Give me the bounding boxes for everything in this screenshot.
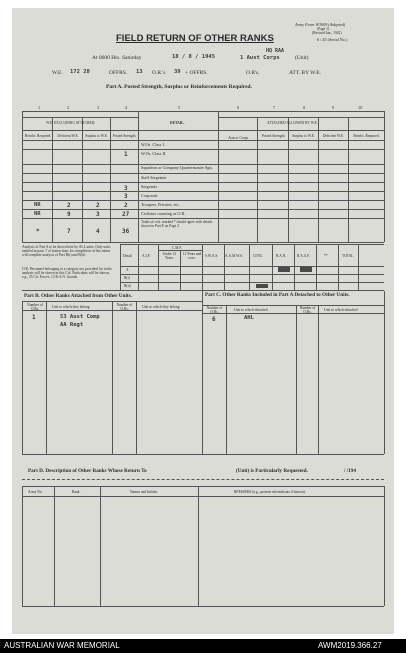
part-a-title: Part A. Posted Strength, Surplus or Reinforcements Required. bbox=[106, 84, 252, 90]
detail-row-label: Staff Sergeants bbox=[141, 175, 167, 180]
analysis-header: CIVIL bbox=[253, 254, 263, 258]
cell-entry: 3 bbox=[96, 211, 100, 218]
footer-right: AWM2019.366.27 bbox=[318, 641, 382, 650]
col-number: 10 bbox=[358, 105, 363, 110]
part-b-col-header: Number of O.Rs. bbox=[27, 303, 43, 311]
col-number: 4 bbox=[125, 105, 128, 110]
we-entry: 172 28 bbox=[70, 69, 90, 75]
at-line-label: At 0600 Hrs. Saturday bbox=[92, 55, 142, 61]
analysis-header: ** bbox=[324, 254, 328, 258]
unit-label: (Unit) bbox=[295, 55, 309, 61]
cell-entry: 2 bbox=[67, 202, 71, 209]
part-c-col-header: Number of O.Rs. bbox=[206, 306, 223, 314]
footer-left: AUSTRALIAN WAR MEMORIAL bbox=[4, 641, 120, 650]
right-col-header: Posted Strength. bbox=[261, 134, 286, 138]
part-d-col-header: REMARKS (e.g., present whereabouts if known). bbox=[234, 490, 306, 494]
analysis-row-label: B(ii) bbox=[124, 284, 131, 288]
cell-entry: NR bbox=[34, 202, 41, 208]
col-number: 5 bbox=[178, 105, 181, 110]
left-col-header: Surplus to W.E. bbox=[85, 134, 108, 138]
analysis-note: Analysis of Part A to be shown here by ALL units. Only units entitled in para. 7 of instructions for completion of this return will complete analysis of Part B(i) and B(ii). bbox=[22, 245, 111, 257]
part-d-date: / /194 bbox=[344, 468, 356, 474]
form-title: FIELD RETURN OF OTHER RANKS bbox=[116, 33, 274, 44]
col-number: 1 bbox=[38, 105, 41, 110]
analysis-header: A.I.F. bbox=[142, 254, 151, 258]
part-b-title: Part B. Other Ranks Attached from Other Units. bbox=[24, 293, 132, 299]
part-b-col-header: Unit to which they belong bbox=[52, 305, 90, 309]
right-col-header: Reinfts. Required. bbox=[353, 134, 380, 138]
cell-entry: 27 bbox=[122, 211, 130, 218]
redaction-mark bbox=[278, 267, 290, 272]
cell-entry: * bbox=[36, 228, 40, 235]
offrs-label: OFFRS. bbox=[109, 70, 128, 76]
part-c-entry-unit: AHL bbox=[244, 315, 254, 321]
part-c-entry-number: 6 bbox=[212, 316, 216, 323]
cell-entry: 7 bbox=[67, 228, 71, 235]
detail-row-label: W.Os. Class I. bbox=[141, 142, 165, 147]
cell-entry: NR bbox=[34, 211, 41, 217]
date-entry: 18 / 8 / 1945 bbox=[172, 54, 216, 60]
part-d-title-2: (Unit) is Particularly Requested. bbox=[236, 468, 308, 474]
unit-entry: 1 Aust Corps bbox=[240, 55, 280, 61]
col-number: 8 bbox=[303, 105, 306, 110]
cell-entry: 1 bbox=[124, 151, 128, 158]
analysis-header: A.A.M.W.S. bbox=[225, 254, 243, 258]
part-b-col-header: Number of O.Rs. bbox=[116, 303, 133, 311]
part-c-col-header: Number of O.Rs. bbox=[299, 306, 316, 314]
cell-entry: 3 bbox=[124, 185, 128, 192]
cell-entry: 36 bbox=[122, 228, 130, 235]
ors-label: O.R.'s bbox=[152, 70, 166, 76]
att-label: ATT. BY W.E. bbox=[289, 70, 321, 76]
archive-footer bbox=[0, 639, 406, 653]
offrs-entry: 13 bbox=[136, 69, 143, 75]
detail-row-label: Sergeants bbox=[141, 184, 158, 189]
part-d-col-header: Names and Initials. bbox=[130, 490, 158, 494]
col-number: 3 bbox=[97, 105, 100, 110]
detail-row-label: Troopers, Privates, etc. bbox=[141, 202, 180, 207]
cell-entry: 4 bbox=[96, 228, 100, 235]
detail-row-label: Civilians counting as O.R. bbox=[141, 211, 186, 216]
analysis-header: Under 12 Years. bbox=[162, 252, 177, 260]
right-col-header: Deficient W.E. bbox=[322, 134, 345, 138]
left-col-header: Posted Strength. bbox=[112, 134, 137, 138]
col-number: 9 bbox=[332, 105, 335, 110]
part-b-col-header: Unit to which they belong bbox=[142, 305, 180, 309]
left-group-header: W.E. EXCLUDING ATTACHED. bbox=[46, 121, 96, 125]
cell-entry: 3 bbox=[124, 193, 128, 200]
analysis-header: 12 Years and over. bbox=[182, 252, 202, 260]
ors-entry: 39 bbox=[174, 69, 181, 75]
col-number: 2 bbox=[67, 105, 70, 110]
redaction-mark bbox=[256, 284, 268, 288]
cell-entry: 9 bbox=[67, 211, 71, 218]
left-col-header: Reinfts. Required. bbox=[24, 134, 52, 138]
detail-row-label: Corporals bbox=[141, 193, 158, 198]
analysis-header: R.A.A.F. bbox=[297, 254, 310, 258]
detail-row-label: W.Os. Class II. bbox=[141, 151, 167, 156]
cell-entry: 2 bbox=[96, 202, 100, 209]
form-sheet bbox=[12, 8, 394, 634]
right-col-header: Arm or Corps. bbox=[228, 136, 249, 140]
detail-header: DETAIL. bbox=[170, 121, 185, 125]
right-col-header: Surplus to W.E. bbox=[292, 134, 315, 138]
form-page: (Page 1) bbox=[317, 27, 330, 31]
part-b-entry-number: 1 bbox=[32, 314, 36, 321]
ors-label-2: O.R's. bbox=[246, 70, 260, 76]
analysis-header: TOTAL. bbox=[342, 254, 355, 258]
left-col-header: Deficient W.E. bbox=[57, 134, 79, 138]
analysis-row-label: B(i) bbox=[124, 276, 130, 280]
serial-number: 6 / 45 (Serial No.) bbox=[317, 37, 348, 42]
analysis-header: C.M.F. bbox=[172, 246, 182, 250]
detail-row-label: Totals of cols. marked * should agree with details shown in Part E on Page 2. bbox=[141, 220, 213, 228]
form-revised: (Revised Jan., 1942) bbox=[312, 31, 342, 35]
analysis-header: S.W.A.S. bbox=[205, 254, 219, 258]
col-number: 6 bbox=[237, 105, 240, 110]
detail-row-label: Squadron or Company Quartermaster Sgts. bbox=[141, 165, 214, 170]
analysis-note: O.R. Personnel belonging to a category not provided for in the analysis will be shown in this Col. Particulars will be shown, e.g., 25 Cit. Forces, 13 R.A.N. Guards. bbox=[22, 267, 112, 279]
redaction-mark bbox=[300, 267, 312, 272]
part-b-entry-unit: 53 Aust Comp AA Regt bbox=[60, 314, 100, 328]
cell-entry: 2 bbox=[124, 202, 128, 209]
col-number: 7 bbox=[273, 105, 276, 110]
analysis-row-label: A bbox=[126, 268, 129, 272]
part-c-title: Part C. Other Ranks Included in Part A Detached to Other Units. bbox=[205, 292, 350, 298]
part-d-col-header: Rank. bbox=[72, 490, 81, 494]
analysis-header: Detail bbox=[123, 254, 132, 258]
unit-entry-top: HQ RAA bbox=[266, 48, 285, 54]
part-d-title: Part D. Description of Other Ranks Whose Return To bbox=[28, 468, 147, 474]
analysis-header: R.A.N. bbox=[276, 254, 287, 258]
form-number: Army Form W3009 (Adapted) bbox=[295, 22, 346, 27]
part-c-col-header: Unit to which detached. bbox=[324, 308, 359, 312]
part-c-col-header: Unit to which detached. bbox=[234, 308, 269, 312]
right-group-header: ATTACHED ALLOWED BY W.E. bbox=[267, 121, 318, 125]
part-d-col-header: Army No. bbox=[28, 490, 43, 494]
we-label: W.E. bbox=[52, 70, 63, 76]
offrs-label-2: + OFFRS. bbox=[185, 70, 208, 76]
